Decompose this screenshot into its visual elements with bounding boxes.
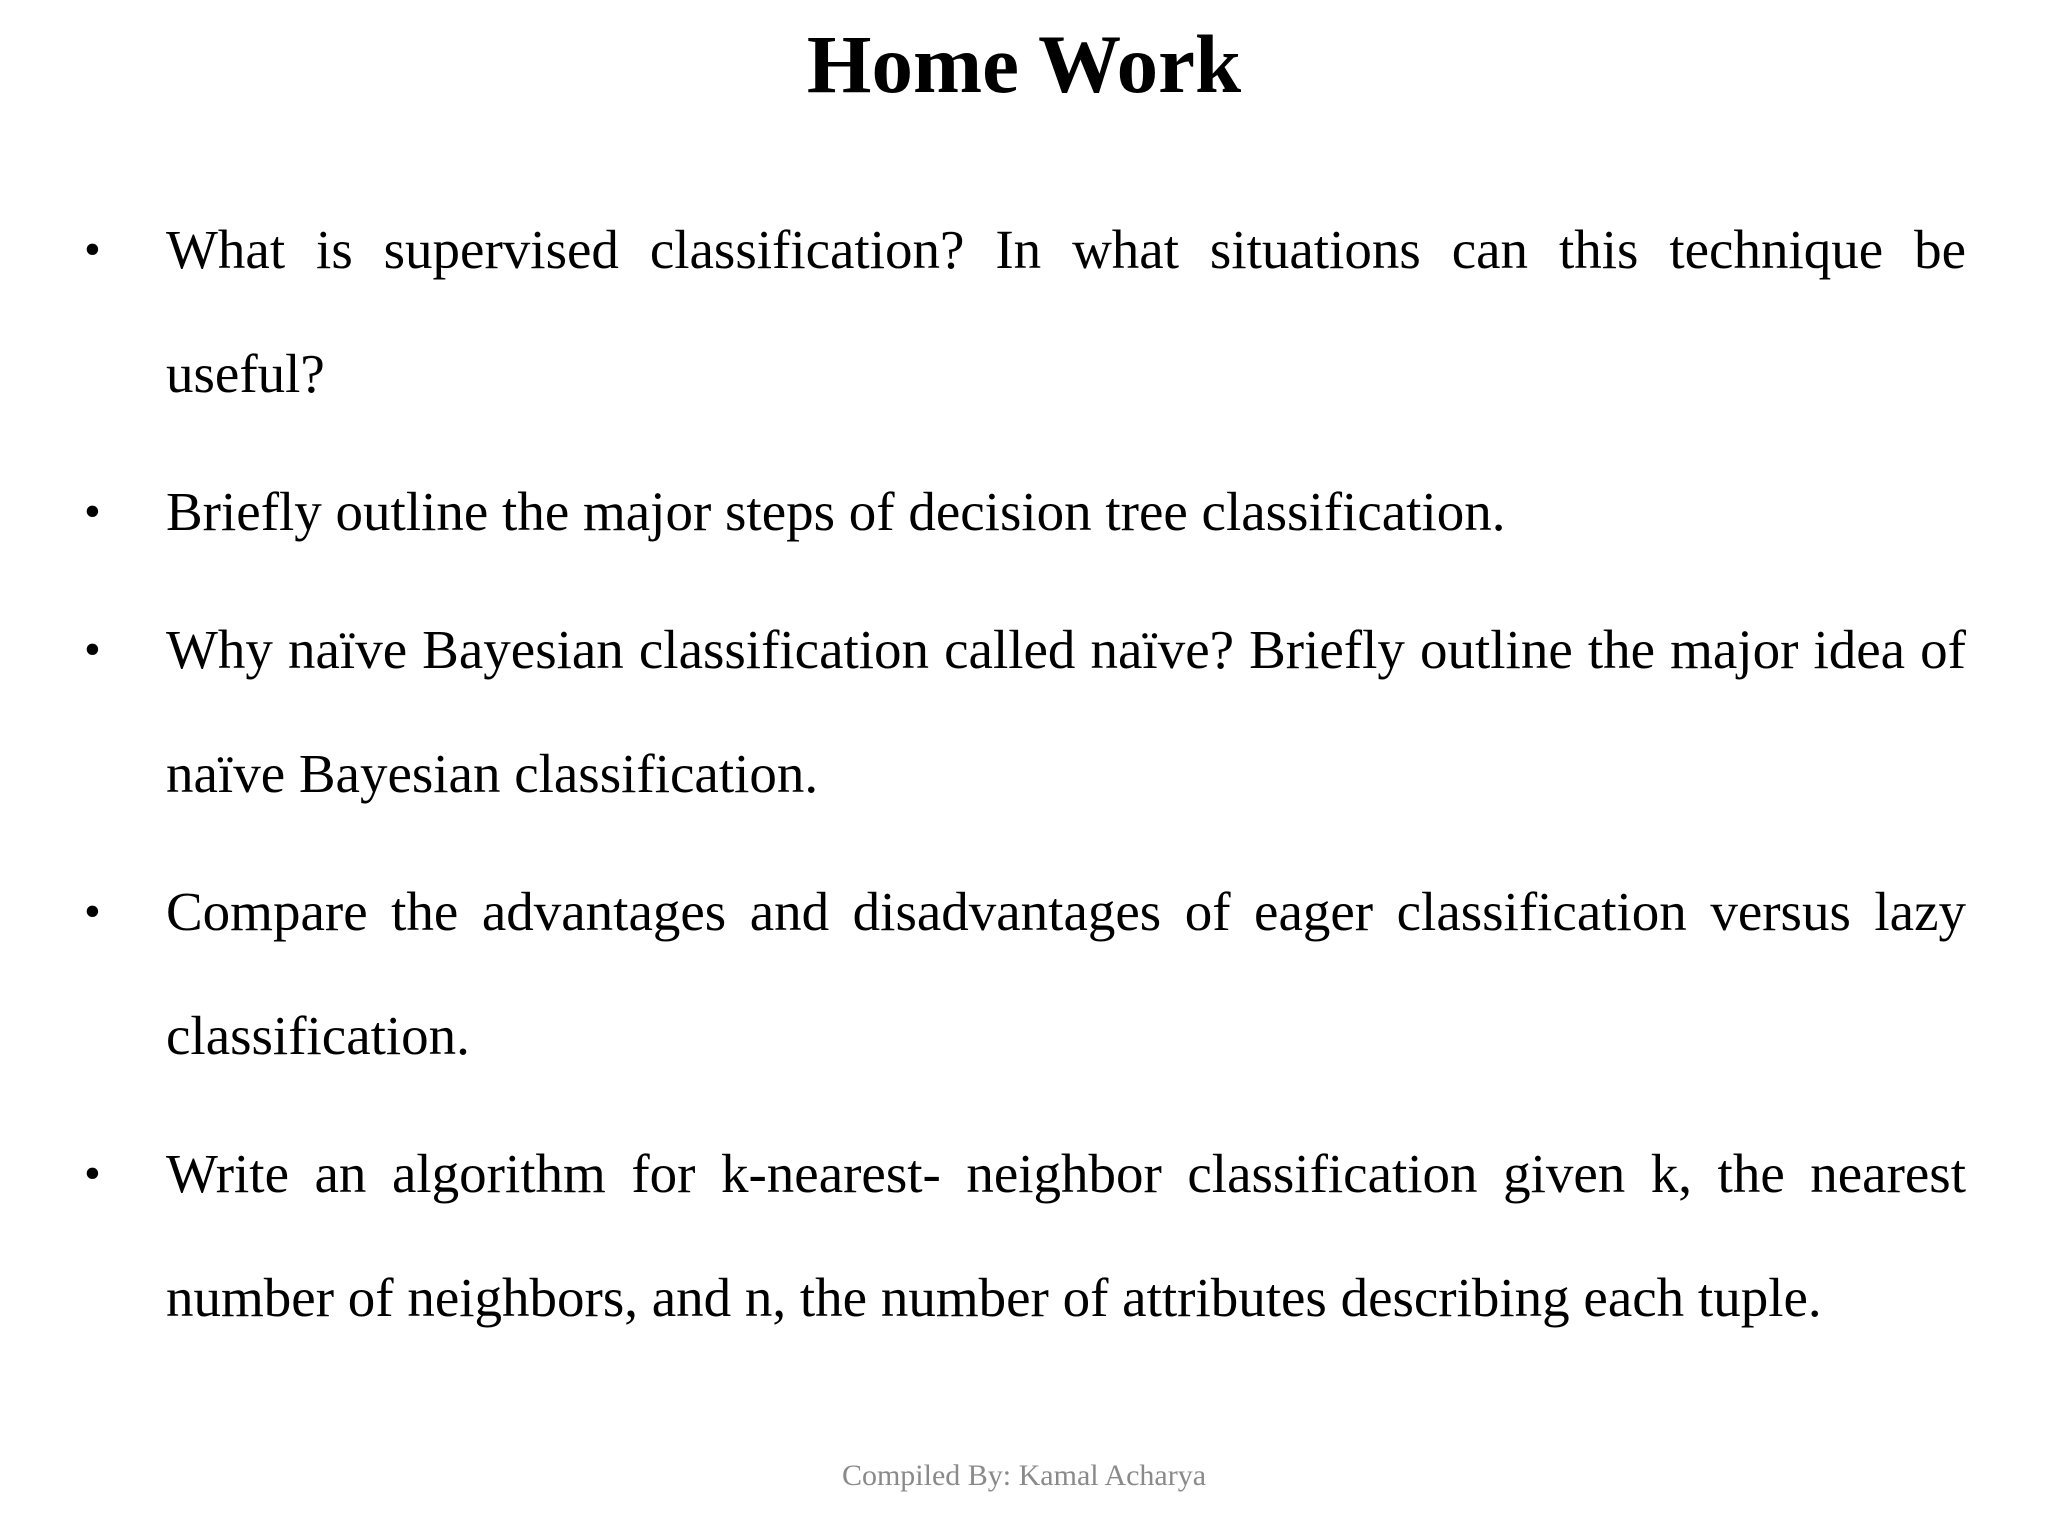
bullet-icon: •: [84, 1147, 101, 1200]
list-item: [0, 1112, 2048, 1360]
question-text: Compare the advantages and disadvantages of eager classification versus lazy classification.: [166, 881, 1966, 1066]
question-text: Write an algorithm for k-nearest- neighbor classification given k, the nearest number of neighbors, and n, the number of attributes describing each tuple.: [166, 1143, 1966, 1328]
list-item: [0, 450, 2048, 574]
list-item: [0, 188, 2048, 436]
bullet-icon: •: [84, 223, 101, 276]
list-item: [0, 588, 2048, 836]
bullet-icon: •: [84, 623, 101, 676]
list-item: [0, 850, 2048, 1098]
question-text: Why naïve Bayesian classification called naïve? Briefly outline the major idea of naïve Bayesian classification.: [166, 619, 1966, 804]
homework-question-list: [0, 188, 2048, 1374]
question-text: Briefly outline the major steps of decision tree classification.: [166, 481, 1506, 542]
bullet-icon: •: [84, 485, 101, 538]
bullet-icon: •: [84, 885, 101, 938]
slide-title: Home Work: [806, 18, 1242, 110]
footer-credit: Compiled By: Kamal Acharya: [841, 1459, 1207, 1492]
question-text: What is supervised classification? In what situations can this technique be useful?: [166, 219, 1966, 404]
